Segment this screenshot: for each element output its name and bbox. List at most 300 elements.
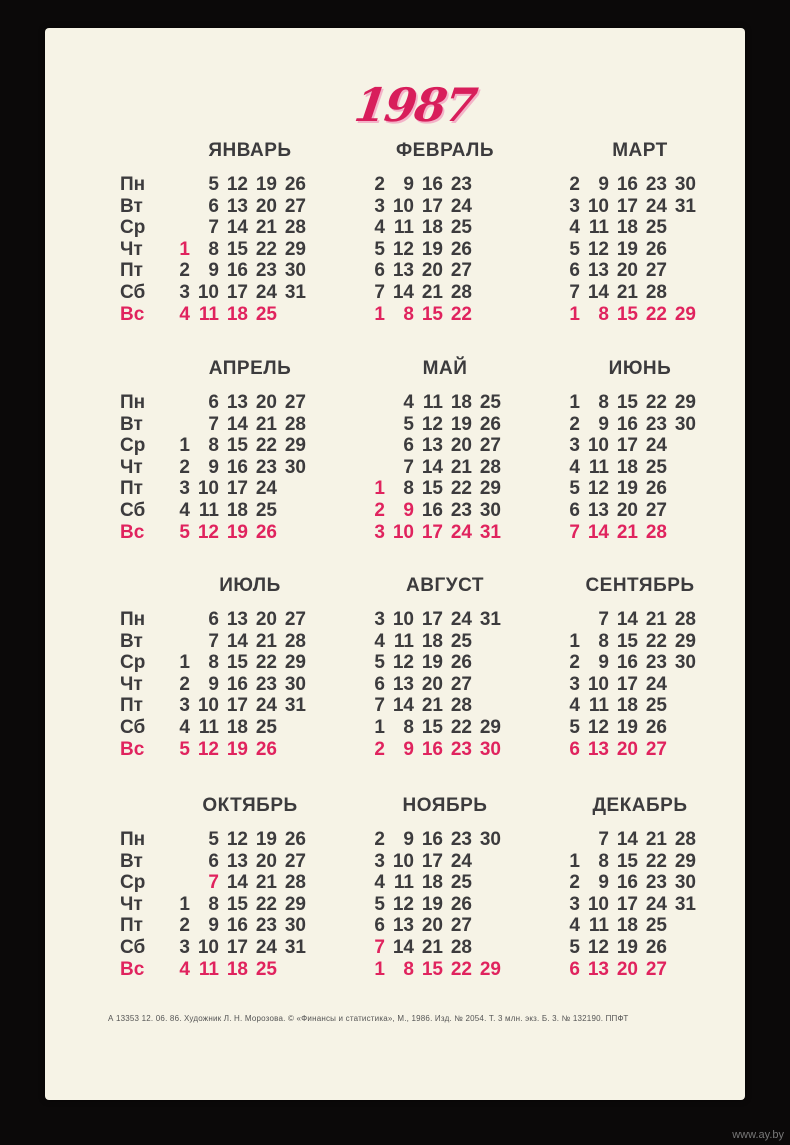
day-cell: 5 <box>569 238 580 260</box>
day-cell: 17 <box>421 850 443 872</box>
day-cell: 20 <box>616 738 638 760</box>
day-cell: 4 <box>569 456 580 478</box>
day-cell: 2 <box>569 174 580 195</box>
week-row <box>540 174 780 196</box>
day-cell: 23 <box>645 652 667 674</box>
week-row <box>540 392 780 414</box>
day-cell: 24 <box>255 282 277 303</box>
day-cell: 11 <box>422 392 443 413</box>
day-cell: 10 <box>197 695 219 717</box>
day-cell: 30 <box>674 413 696 435</box>
day-cell: 11 <box>198 303 219 325</box>
month-title: АПРЕЛЬ <box>208 358 292 379</box>
day-cell: 27 <box>645 958 667 980</box>
day-cell: 9 <box>208 260 219 282</box>
day-cell: 5 <box>208 174 219 195</box>
day-cell: 28 <box>450 282 472 303</box>
day-cell: 24 <box>450 195 472 217</box>
day-cell: 3 <box>374 609 385 630</box>
day-cell: 31 <box>284 695 306 717</box>
week-row <box>540 260 780 282</box>
week-row <box>120 959 360 981</box>
day-name: Пн <box>120 829 146 850</box>
day-cell: 20 <box>255 195 277 217</box>
day-cell: 26 <box>255 521 277 543</box>
day-cell: 7 <box>569 282 580 303</box>
day-cell: 17 <box>421 609 443 630</box>
day-cell: 13 <box>421 435 443 457</box>
day-cell: 29 <box>674 850 696 872</box>
day-cell: 19 <box>421 238 443 260</box>
day-cell: 3 <box>569 195 580 217</box>
week-row <box>540 282 780 304</box>
day-name: Вс <box>120 521 145 543</box>
month-title: ДЕКАБРЬ <box>592 795 688 816</box>
day-cell: 29 <box>479 958 501 980</box>
day-cell: 20 <box>255 850 277 872</box>
day-cell: 4 <box>403 392 414 413</box>
day-cell: 28 <box>284 872 306 894</box>
day-cell: 23 <box>645 174 667 195</box>
day-cell: 15 <box>226 893 248 915</box>
day-cell: 16 <box>421 174 443 195</box>
day-cell: 25 <box>255 717 277 738</box>
day-name: Пт <box>120 695 143 717</box>
day-cell: 14 <box>226 872 248 894</box>
day-cell: 12 <box>392 652 414 674</box>
week-row <box>540 522 780 544</box>
day-cell: 17 <box>616 893 638 915</box>
day-cell: 17 <box>226 478 248 500</box>
week-row <box>120 872 360 894</box>
day-cell: 22 <box>255 435 277 457</box>
day-cell: 3 <box>569 673 580 695</box>
day-cell: 5 <box>569 937 580 958</box>
day-cell: 18 <box>421 217 443 239</box>
day-cell: 21 <box>421 282 443 303</box>
day-cell: 1 <box>179 435 190 457</box>
day-cell: 9 <box>598 652 609 674</box>
day-cell: 6 <box>208 195 219 217</box>
day-cell: 26 <box>284 829 306 850</box>
week-row <box>540 739 780 761</box>
day-cell: 15 <box>616 303 638 325</box>
day-cell: 2 <box>374 174 385 195</box>
day-cell: 25 <box>450 630 472 652</box>
week-row <box>540 717 780 739</box>
day-cell: 5 <box>208 829 219 850</box>
day-name: Пн <box>120 392 146 413</box>
day-cell: 13 <box>226 609 248 630</box>
week-row <box>120 522 360 544</box>
day-cell: 30 <box>479 829 501 850</box>
day-cell: 30 <box>674 872 696 894</box>
day-cell: 18 <box>421 630 443 652</box>
day-cell: 2 <box>179 260 190 282</box>
day-cell: 8 <box>598 630 609 652</box>
day-cell: 26 <box>255 738 277 760</box>
day-cell: 1 <box>374 303 385 325</box>
day-cell: 19 <box>255 174 277 195</box>
day-cell: 14 <box>616 829 638 850</box>
day-cell: 26 <box>645 717 667 738</box>
week-row <box>540 851 780 873</box>
day-cell: 31 <box>479 609 501 630</box>
day-cell: 1 <box>179 238 190 260</box>
day-name: Чт <box>120 893 143 915</box>
day-name: Вт <box>120 630 143 652</box>
week-row <box>540 478 780 500</box>
week-row <box>120 937 360 959</box>
day-name: Пт <box>120 478 143 500</box>
day-cell: 15 <box>421 958 443 980</box>
day-cell: 26 <box>645 478 667 500</box>
day-cell: 25 <box>479 392 501 413</box>
day-cell: 12 <box>587 717 609 738</box>
week-row <box>540 915 780 937</box>
week-row <box>540 196 780 218</box>
day-cell: 13 <box>392 260 414 282</box>
day-cell: 8 <box>208 238 219 260</box>
day-name: Ср <box>120 435 146 457</box>
day-cell: 5 <box>403 413 414 435</box>
week-row <box>540 652 780 674</box>
day-cell: 20 <box>450 435 472 457</box>
day-cell: 15 <box>421 303 443 325</box>
month-7 <box>120 575 360 795</box>
week-row <box>120 282 360 304</box>
day-cell: 29 <box>674 303 696 325</box>
day-cell: 16 <box>226 915 248 937</box>
day-name: Вт <box>120 850 143 872</box>
day-cell: 30 <box>284 456 306 478</box>
day-cell: 22 <box>645 392 667 413</box>
day-cell: 31 <box>284 937 306 958</box>
day-cell: 26 <box>645 937 667 958</box>
day-cell: 16 <box>616 652 638 674</box>
month-title: ЯНВАРЬ <box>208 140 292 161</box>
month-6 <box>540 358 780 578</box>
day-cell: 18 <box>226 500 248 521</box>
day-cell: 19 <box>616 717 638 738</box>
day-name: Сб <box>120 282 146 303</box>
week-row <box>120 894 360 916</box>
day-cell: 14 <box>392 695 414 717</box>
week-row <box>120 609 360 631</box>
day-cell: 27 <box>284 392 306 413</box>
day-cell: 10 <box>197 937 219 958</box>
day-cell: 24 <box>450 521 472 543</box>
day-cell: 12 <box>587 238 609 260</box>
day-cell: 3 <box>179 282 190 303</box>
day-cell: 11 <box>588 456 609 478</box>
day-cell: 4 <box>569 217 580 239</box>
day-cell: 22 <box>450 478 472 500</box>
day-cell: 4 <box>179 500 190 521</box>
day-cell: 18 <box>226 303 248 325</box>
day-cell: 28 <box>284 413 306 435</box>
day-cell: 3 <box>569 893 580 915</box>
day-cell: 11 <box>198 500 219 521</box>
day-cell: 27 <box>450 673 472 695</box>
day-cell: 26 <box>645 238 667 260</box>
month-title: АВГУСТ <box>406 575 484 596</box>
day-cell: 27 <box>645 260 667 282</box>
day-cell: 26 <box>479 413 501 435</box>
day-cell: 8 <box>403 958 414 980</box>
day-cell: 19 <box>450 413 472 435</box>
day-cell: 8 <box>403 478 414 500</box>
day-cell: 14 <box>616 609 638 630</box>
day-cell: 23 <box>255 915 277 937</box>
day-cell: 3 <box>374 521 385 543</box>
day-cell: 24 <box>450 850 472 872</box>
day-cell: 14 <box>421 456 443 478</box>
day-cell: 29 <box>284 652 306 674</box>
day-cell: 6 <box>374 915 385 937</box>
day-cell: 3 <box>374 195 385 217</box>
day-cell: 21 <box>421 937 443 958</box>
day-cell: 31 <box>284 282 306 303</box>
day-cell: 16 <box>616 413 638 435</box>
year-title: 1987 <box>351 78 479 132</box>
week-row <box>120 739 360 761</box>
day-cell: 10 <box>392 609 414 630</box>
day-cell: 14 <box>392 282 414 303</box>
day-cell: 1 <box>569 850 580 872</box>
day-cell: 20 <box>255 609 277 630</box>
day-cell: 1 <box>374 478 385 500</box>
day-cell: 9 <box>208 456 219 478</box>
day-cell: 21 <box>421 695 443 717</box>
day-cell: 30 <box>479 738 501 760</box>
week-row <box>540 631 780 653</box>
week-row <box>540 872 780 894</box>
week-row <box>120 174 360 196</box>
day-cell: 12 <box>197 738 219 760</box>
day-cell: 21 <box>255 217 277 239</box>
day-name: Сб <box>120 500 146 521</box>
day-cell: 22 <box>255 238 277 260</box>
day-cell: 14 <box>587 282 609 303</box>
day-cell: 10 <box>587 673 609 695</box>
day-cell: 20 <box>421 915 443 937</box>
week-row <box>540 674 780 696</box>
day-cell: 2 <box>569 872 580 894</box>
day-cell: 30 <box>674 652 696 674</box>
day-cell: 16 <box>226 673 248 695</box>
day-cell: 25 <box>645 456 667 478</box>
week-row <box>540 414 780 436</box>
day-cell: 2 <box>569 413 580 435</box>
week-row <box>540 239 780 261</box>
day-cell: 12 <box>587 937 609 958</box>
day-cell: 6 <box>208 850 219 872</box>
day-name: Вс <box>120 958 145 980</box>
day-cell: 8 <box>403 303 414 325</box>
day-cell: 10 <box>197 282 219 303</box>
day-cell: 13 <box>226 195 248 217</box>
day-cell: 30 <box>479 500 501 521</box>
day-cell: 16 <box>421 738 443 760</box>
month-12 <box>540 795 780 1015</box>
day-cell: 5 <box>374 893 385 915</box>
day-cell: 2 <box>179 915 190 937</box>
day-cell: 29 <box>284 238 306 260</box>
day-cell: 28 <box>674 609 696 630</box>
day-cell: 12 <box>392 893 414 915</box>
day-cell: 18 <box>616 915 638 937</box>
day-cell: 29 <box>674 392 696 413</box>
day-cell: 21 <box>255 413 277 435</box>
day-cell: 11 <box>588 915 609 937</box>
day-cell: 16 <box>226 456 248 478</box>
day-cell: 22 <box>645 850 667 872</box>
day-cell: 28 <box>645 282 667 303</box>
week-row <box>540 959 780 981</box>
day-cell: 7 <box>208 872 219 894</box>
day-cell: 16 <box>421 829 443 850</box>
day-name: Пн <box>120 609 146 630</box>
day-cell: 6 <box>569 260 580 282</box>
day-cell: 18 <box>421 872 443 894</box>
day-cell: 6 <box>569 958 580 980</box>
day-cell: 27 <box>645 738 667 760</box>
day-cell: 9 <box>598 174 609 195</box>
day-cell: 6 <box>569 738 580 760</box>
day-cell: 19 <box>616 937 638 958</box>
day-cell: 6 <box>208 392 219 413</box>
day-cell: 20 <box>421 673 443 695</box>
day-cell: 21 <box>645 829 667 850</box>
day-cell: 5 <box>569 478 580 500</box>
day-cell: 10 <box>587 893 609 915</box>
day-cell: 9 <box>403 174 414 195</box>
day-cell: 15 <box>616 630 638 652</box>
day-cell: 15 <box>421 478 443 500</box>
day-name: Чт <box>120 238 143 260</box>
week-row <box>120 414 360 436</box>
day-cell: 12 <box>392 238 414 260</box>
day-cell: 9 <box>208 915 219 937</box>
day-cell: 1 <box>374 958 385 980</box>
day-cell: 19 <box>616 478 638 500</box>
day-cell: 29 <box>479 717 501 738</box>
month-9 <box>540 575 780 795</box>
week-row <box>120 717 360 739</box>
month-title: НОЯБРЬ <box>402 795 488 816</box>
day-cell: 20 <box>421 260 443 282</box>
week-row <box>120 196 360 218</box>
day-cell: 28 <box>450 695 472 717</box>
day-cell: 25 <box>450 217 472 239</box>
week-row <box>120 239 360 261</box>
day-name: Вс <box>120 738 145 760</box>
day-name: Пн <box>120 174 146 195</box>
day-name: Вт <box>120 195 143 217</box>
day-cell: 11 <box>198 717 219 738</box>
day-cell: 22 <box>255 652 277 674</box>
week-row <box>120 217 360 239</box>
day-cell: 7 <box>208 413 219 435</box>
day-cell: 10 <box>392 195 414 217</box>
day-cell: 4 <box>569 695 580 717</box>
day-cell: 12 <box>226 174 248 195</box>
month-1 <box>120 140 360 360</box>
day-cell: 14 <box>226 630 248 652</box>
day-cell: 7 <box>403 456 414 478</box>
day-cell: 10 <box>587 435 609 457</box>
day-cell: 19 <box>421 652 443 674</box>
day-cell: 8 <box>208 893 219 915</box>
day-cell: 13 <box>392 915 414 937</box>
day-cell: 5 <box>569 717 580 738</box>
week-row <box>540 609 780 631</box>
day-cell: 7 <box>598 829 609 850</box>
month-title: СЕНТЯБРЬ <box>585 575 695 596</box>
day-cell: 9 <box>403 738 414 760</box>
day-cell: 2 <box>374 738 385 760</box>
day-cell: 5 <box>374 238 385 260</box>
day-cell: 1 <box>179 893 190 915</box>
day-cell: 4 <box>374 630 385 652</box>
day-cell: 3 <box>179 937 190 958</box>
day-name: Вс <box>120 303 145 325</box>
day-cell: 20 <box>255 392 277 413</box>
week-row <box>120 392 360 414</box>
day-cell: 3 <box>374 850 385 872</box>
day-cell: 22 <box>450 717 472 738</box>
imprint-footer: А 13353 12. 06. 86. Художник Л. Н. Морозова. © «Финансы и статистика», М., 1986. Изд. № 2054. Т. 3 млн. экз. Б. 3. № 132190. ППФТ <box>108 1014 629 1023</box>
month-title: ФЕВРАЛЬ <box>395 140 495 161</box>
day-cell: 17 <box>616 435 638 457</box>
day-cell: 15 <box>616 850 638 872</box>
day-cell: 27 <box>284 195 306 217</box>
week-row <box>540 457 780 479</box>
day-cell: 12 <box>197 521 219 543</box>
day-cell: 12 <box>587 478 609 500</box>
week-row <box>120 478 360 500</box>
day-cell: 22 <box>645 303 667 325</box>
week-row <box>540 894 780 916</box>
day-cell: 24 <box>645 673 667 695</box>
day-cell: 18 <box>226 717 248 738</box>
day-cell: 4 <box>179 303 190 325</box>
day-cell: 29 <box>284 893 306 915</box>
day-cell: 16 <box>616 872 638 894</box>
month-title: МАЙ <box>422 358 468 379</box>
day-cell: 27 <box>450 260 472 282</box>
day-cell: 1 <box>569 303 580 325</box>
day-cell: 13 <box>587 260 609 282</box>
day-cell: 22 <box>645 630 667 652</box>
day-cell: 13 <box>392 673 414 695</box>
day-cell: 23 <box>255 260 277 282</box>
day-cell: 14 <box>226 413 248 435</box>
day-cell: 6 <box>374 673 385 695</box>
week-row <box>540 695 780 717</box>
day-cell: 24 <box>645 893 667 915</box>
day-name: Сб <box>120 937 146 958</box>
day-cell: 4 <box>179 717 190 738</box>
day-cell: 7 <box>374 282 385 303</box>
month-3 <box>540 140 780 360</box>
day-name: Чт <box>120 456 143 478</box>
day-cell: 19 <box>421 893 443 915</box>
day-cell: 14 <box>226 217 248 239</box>
day-cell: 3 <box>179 478 190 500</box>
day-cell: 23 <box>450 738 472 760</box>
